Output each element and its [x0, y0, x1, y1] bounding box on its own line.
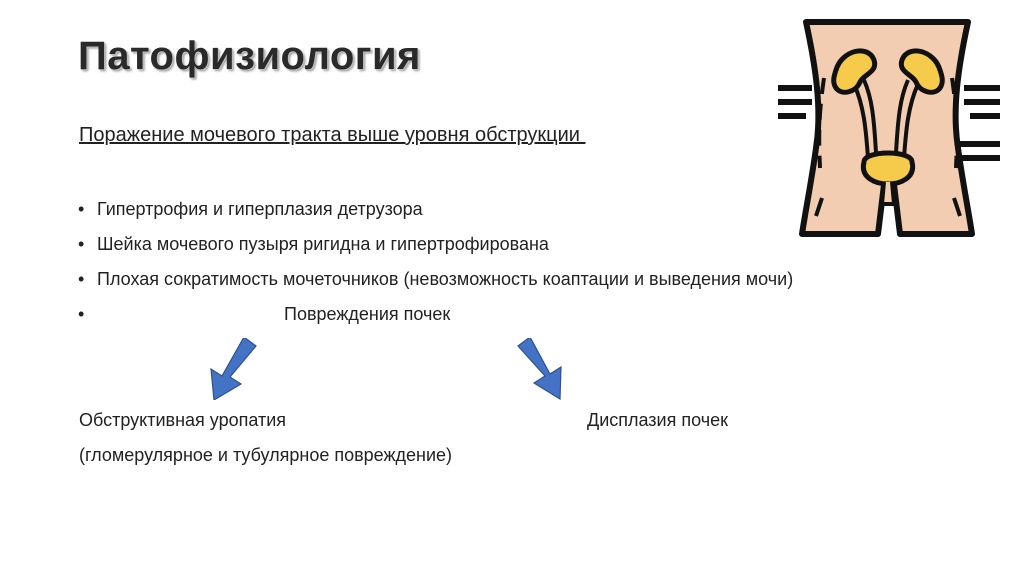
- bullet-text: Повреждения почек: [284, 304, 451, 324]
- bullet-text: Плохая сократимость мочеточников (невозможность коаптации и выведения мочи): [97, 269, 794, 289]
- urinary-tract-icon: [776, 18, 1002, 240]
- slide-title: Патофизиология: [78, 34, 421, 78]
- bullet-marker: •: [78, 199, 85, 219]
- outcome-renal-dysplasia: Дисплазия почек: [587, 410, 728, 430]
- bullet-marker: •: [78, 269, 85, 289]
- bullet-marker: •: [78, 304, 85, 324]
- bullet-text: Гипертрофия и гиперплазия детрузора: [97, 199, 423, 219]
- slide-subtitle: Поражение мочевого тракта выше уровня обструкции: [79, 124, 586, 146]
- down-left-arrow-icon: [206, 338, 266, 400]
- bullet-marker: •: [78, 234, 85, 254]
- outcome-obstructive-uropathy-detail: (гломерулярное и тубулярное повреждение): [79, 445, 453, 465]
- down-right-arrow-icon: [508, 338, 568, 400]
- bullet-text: Шейка мочевого пузыря ригидна и гипертрофирована: [97, 234, 549, 254]
- outcome-obstructive-uropathy: Обструктивная уропатия: [79, 410, 287, 430]
